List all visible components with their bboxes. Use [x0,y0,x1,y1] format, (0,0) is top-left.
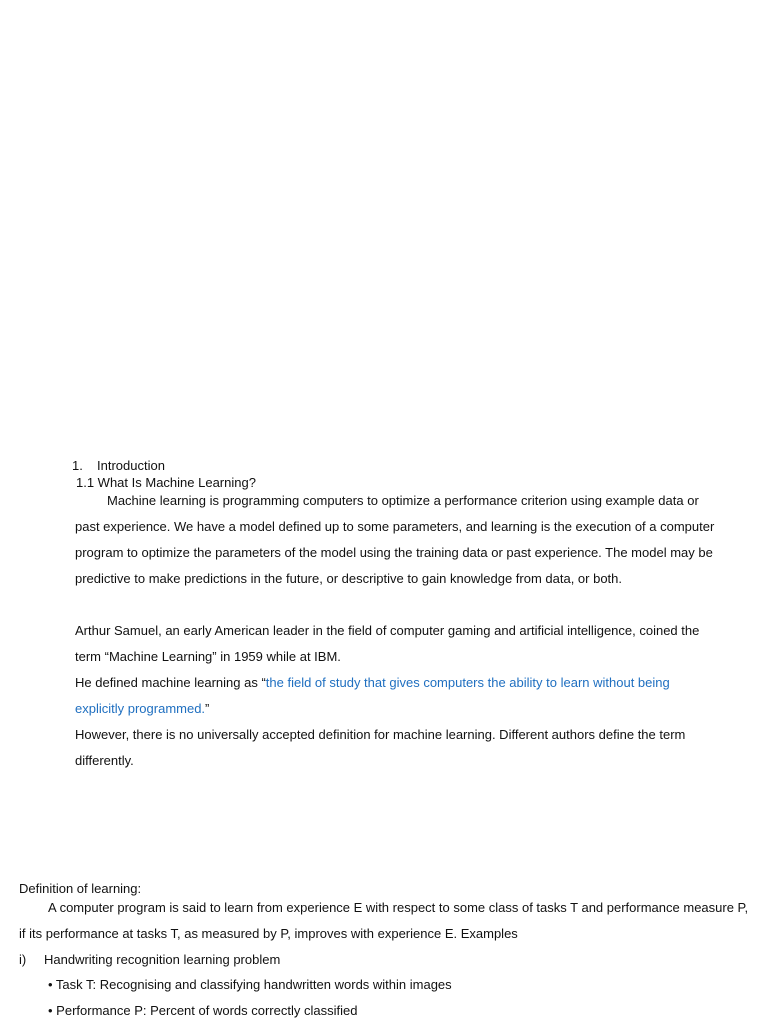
example-marker: i) [19,952,27,967]
definition-title: Definition of learning: [19,881,142,896]
definition-paragraph: A computer program is said to learn from experience E with respect to some class of tasks T and performance measure P, if its performance at tasks T, as measured by P, improves with experience E. Examples [19,900,749,941]
intro-paragraph-definition-quote [75,670,715,722]
example-title: Handwriting recognition learning problem [44,952,281,967]
quote-suffix: ” [205,701,210,716]
intro-paragraph-1: Machine learning is programming computers to optimize a performance criterion using example data or past experience. We have a model defined up to some parameters, and learning is the execution of a computer program to optimize the parameters of the model using the training data or past experience. The model may be predictive to make predictions in the future, or descriptive to gain knowledge from data, or both. [75,493,715,586]
intro-paragraph-arthur-samuel: Arthur Samuel, an early American leader in the field of computer gaming and artificial intelligence, coined the term “Machine Learning” in 1959 while at IBM. [75,623,700,664]
subsection-title: 1.1 What Is Machine Learning? [76,475,256,490]
list-item-performance: • Performance P: Percent of words correctly classified [48,1003,358,1018]
section-title: Introduction [97,458,165,473]
section-number: 1. [72,458,83,473]
list-item-task: • Task T: Recognising and classifying handwritten words within images [48,977,452,992]
intro-paragraph-no-universal-definition: However, there is no universally accepted definition for machine learning. Different authors define the term differently. [75,727,686,768]
quoted-definition-link[interactable]: the field of study that gives computers the ability to learn without being explicitly programmed. [75,675,670,716]
quote-prefix: He defined machine learning as “ [75,675,266,690]
